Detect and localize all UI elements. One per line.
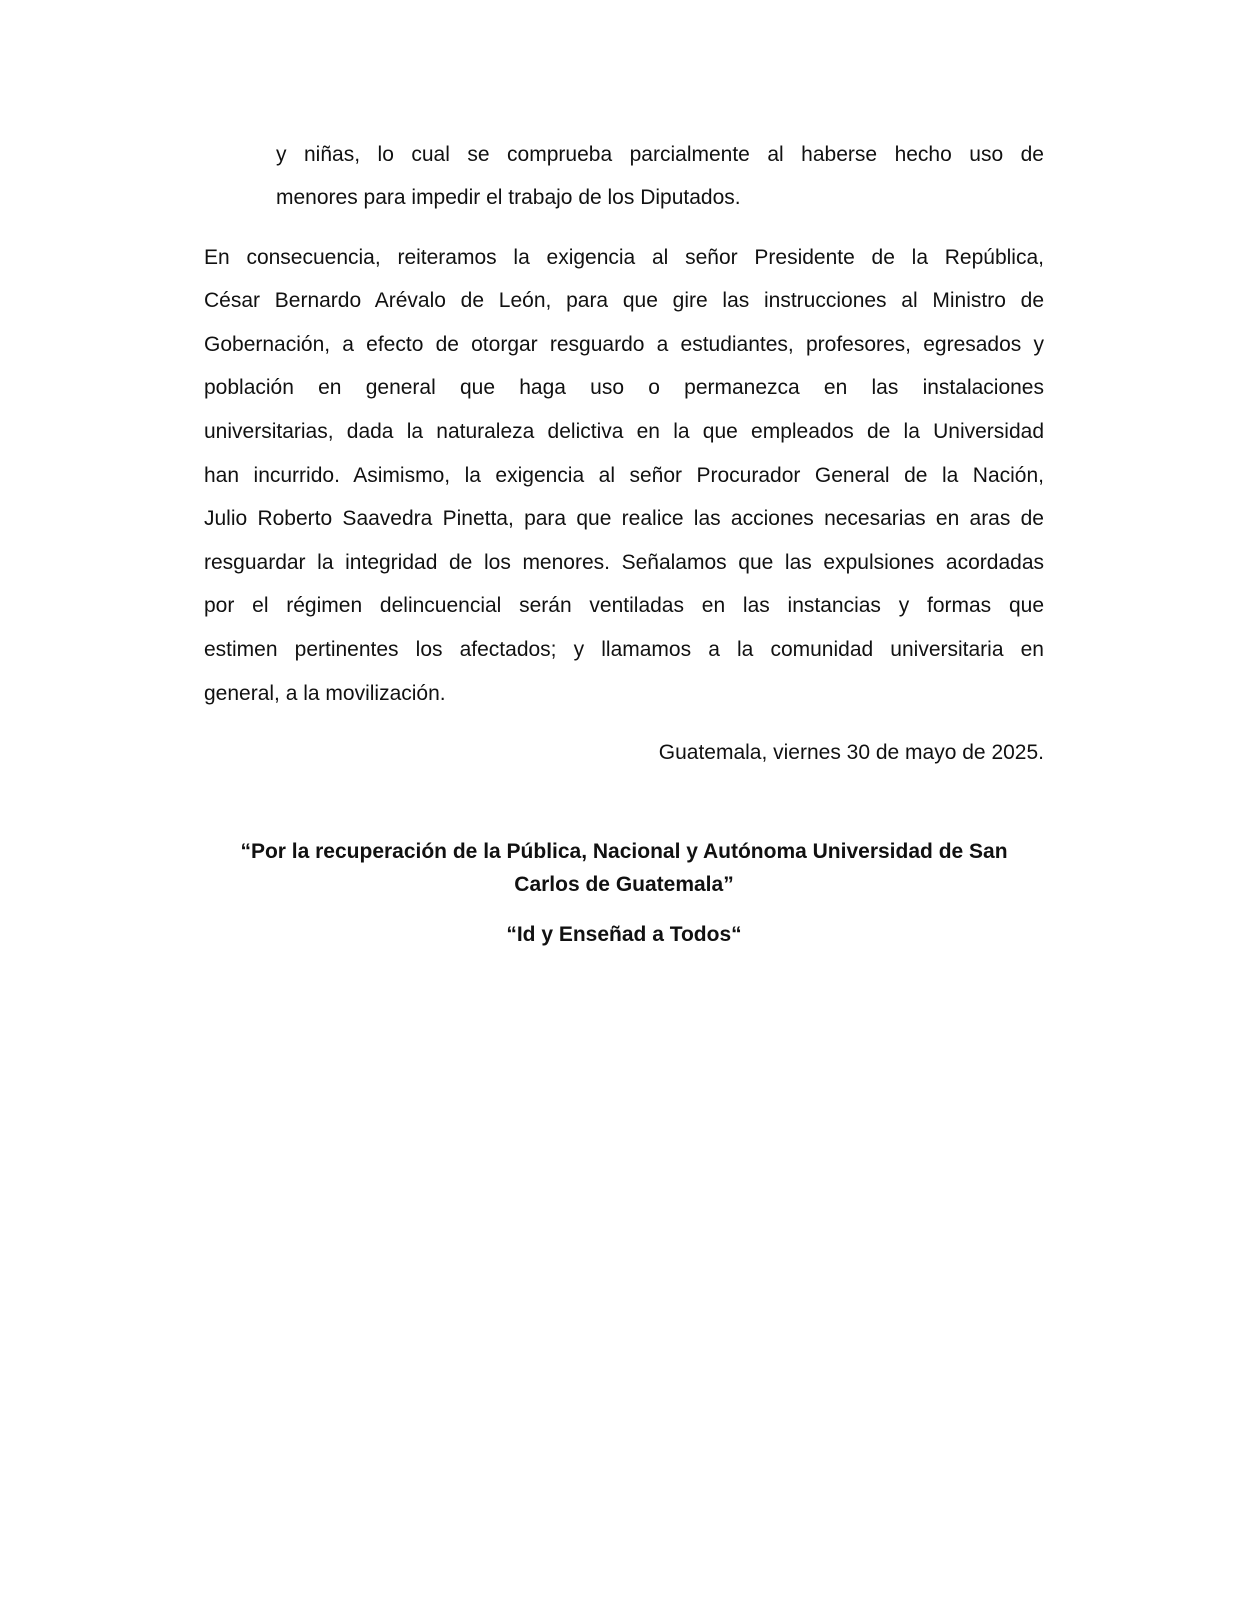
date-line: Guatemala, viernes 30 de mayo de 2025. — [658, 741, 1044, 764]
slogan-line: “Por la recuperación de la Pública, Nacional y Autónoma Universidad de San — [240, 840, 1008, 863]
paragraph-line: estimen pertinentes los afectados; y llamamos a la comunidad universitaria en — [204, 638, 1044, 661]
paragraph-line: universitarias, dada la naturaleza delictiva en la que empleados de la Universidad — [204, 420, 1044, 443]
paragraph-line: y niñas, lo cual se comprueba parcialmente al haberse hecho uso de — [276, 143, 1044, 166]
paragraph-line: Gobernación, a efecto de otorgar resguardo a estudiantes, profesores, egresados y — [204, 333, 1044, 356]
paragraph-line: menores para impedir el trabajo de los Diputados. — [276, 186, 741, 209]
slogan-line: Carlos de Guatemala” — [514, 873, 734, 896]
paragraph-line: resguardar la integridad de los menores. Señalamos que las expulsiones acordadas — [204, 551, 1044, 574]
motto: “Id y Enseñad a Todos“ — [506, 923, 742, 946]
paragraph-line: En consecuencia, reiteramos la exigencia al señor Presidente de la República, — [204, 246, 1044, 269]
paragraph-line: por el régimen delincuencial serán ventiladas en las instancias y formas que — [204, 594, 1044, 617]
paragraph-line: población en general que haga uso o permanezca en las instalaciones — [204, 376, 1044, 399]
paragraph-line: Julio Roberto Saavedra Pinetta, para que realice las acciones necesarias en aras de — [204, 507, 1044, 530]
paragraph-line: general, a la movilización. — [204, 682, 446, 705]
paragraph-line: han incurrido. Asimismo, la exigencia al señor Procurador General de la Nación, — [204, 464, 1044, 487]
paragraph-line: César Bernardo Arévalo de León, para que gire las instrucciones al Ministro de — [204, 289, 1044, 312]
